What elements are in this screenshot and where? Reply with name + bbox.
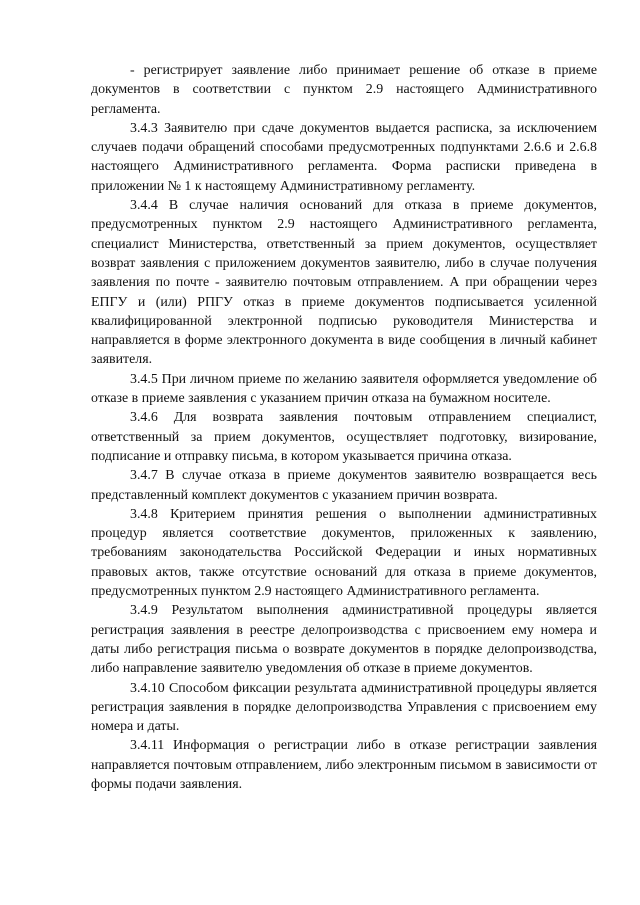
paragraph-3-4-7: 3.4.7 В случае отказа в приеме документов заявителю возвращается весь представленный комплект документов с указанием причин возврата. bbox=[91, 468, 597, 503]
paragraph-3-4-4: 3.4.4 В случае наличия оснований для отказа в приеме документов, предусмотренных пунктом 2.9 настоящего Административного регламента, специалист Министерства, ответственный за прием документов, осуществляет возврат заявления с приложением документов заявителю, либо в случае получения заявления по почте - заявителю почтовым отправлением. А при обращении через ЕПГУ и (или) РПГУ отказ в приеме документов подписывается усиленной квалифицированной электронной подписью руководителя Министерства и направляется в форме электронного документа в виде сообщения в личный кабинет заявителя. bbox=[91, 198, 597, 368]
document-page bbox=[91, 61, 597, 794]
paragraph-3-4-3: 3.4.3 Заявителю при сдаче документов выдается расписка, за исключением случаев подачи обращений способами предусмотренных подпунктами 2.6.6 и 2.6.8 настоящего Административного регламента. Форма расписки приведена в приложении № 1 к настоящему Административному регламенту. bbox=[91, 120, 597, 194]
paragraph-3-4-9: 3.4.9 Результатом выполнения административной процедуры является регистрация заявления в реестре делопроизводства с присвоением ему номера и даты либо регистрация письма о возврате документов в порядке делопроизводства, либо направление заявителю уведомления об отказе в приеме документов. bbox=[91, 603, 597, 677]
paragraph-registration-decision: - регистрирует заявление либо принимает решение об отказе в приеме документов в соответствии с пунктом 2.9 настоящего Административного регламента. bbox=[91, 63, 597, 117]
paragraph-3-4-10: 3.4.10 Способом фиксации результата административной процедуры является регистрация заявления в порядке делопроизводства Управления с присвоением ему номера и даты. bbox=[91, 680, 597, 735]
paragraph-3-4-6: 3.4.6 Для возврата заявления почтовым отправлением специалист, ответственный за прием документов, осуществляет подготовку, визирование, подписание и отправку письма, в котором указывается причина отказа. bbox=[91, 410, 597, 464]
paragraph-3-4-11: 3.4.11 Информация о регистрации либо в отказе регистрации заявления направляется почтовым отправлением, либо электронным письмом в зависимости от формы подачи заявления. bbox=[91, 738, 597, 792]
paragraph-3-4-8: 3.4.8 Критерием принятия решения о выполнении административных процедур является соответствие документов, приложенных к заявлению, требованиям законодательства Российской Федерации и иных нормативных правовых актов, также отсутствие оснований для отказа в приеме документов, предусмотренных пунктом 2.9 настоящего Административного регламента. bbox=[91, 506, 597, 600]
paragraph-3-4-5: 3.4.5 При личном приеме по желанию заявителя оформляется уведомление об отказе в приеме заявления с указанием причин отказа на бумажном носителе. bbox=[91, 371, 597, 407]
